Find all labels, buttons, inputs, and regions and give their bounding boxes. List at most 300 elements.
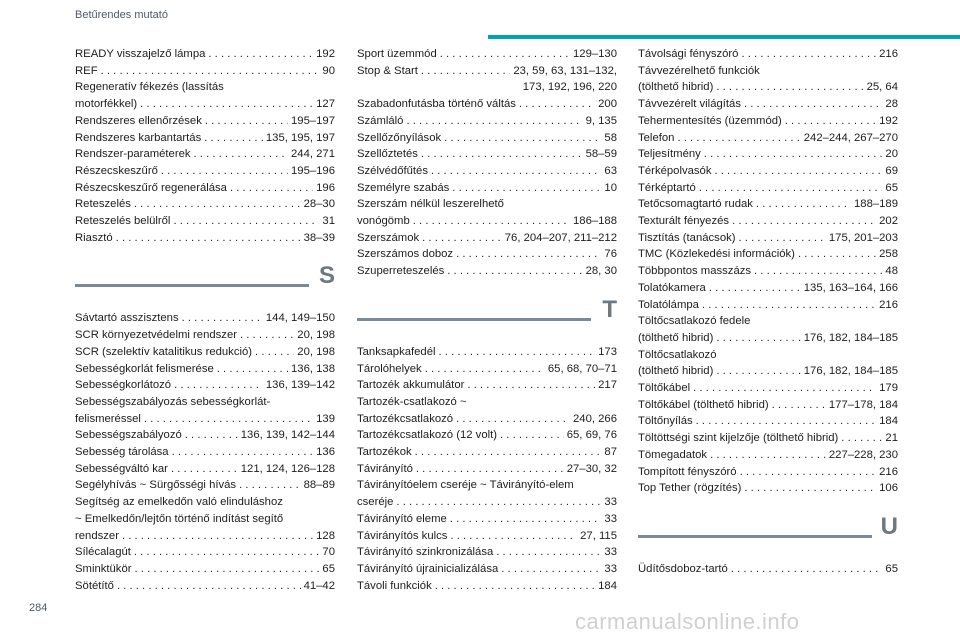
entry-term: felismeréssel <box>75 412 141 425</box>
entry-pages: 121, 124, 126–128 <box>240 462 335 475</box>
entry-pages: 27, 115 <box>580 529 617 542</box>
index-entry <box>638 263 898 280</box>
dot-leader <box>450 511 602 528</box>
dot-leader <box>161 163 288 180</box>
entry-line <box>75 444 335 461</box>
entry-pages: 129–130 <box>573 48 617 60</box>
entry-term: Részecskeszűrő regenerálása <box>75 181 227 194</box>
dot-leader <box>415 444 602 461</box>
entry-term: Tompított fényszóró <box>638 465 737 478</box>
index-entry <box>638 46 898 63</box>
entry-term: READY visszajelző lámpa <box>75 48 206 60</box>
entry-pages: 65, 68, 70–71 <box>547 362 617 375</box>
entry-term: Tárolóhelyek <box>357 362 422 375</box>
index-entry <box>357 377 617 394</box>
dot-leader <box>440 46 570 63</box>
entry-pages: 20, 198 <box>297 329 335 342</box>
entry-line <box>75 213 335 230</box>
index-entry <box>357 477 617 510</box>
entry-line <box>75 113 335 130</box>
dot-leader <box>173 213 319 230</box>
entry-pages: 177–178, 184 <box>828 398 898 411</box>
dot-leader <box>255 344 294 361</box>
entry-term-line: Töltőcsatlakozó <box>638 348 717 361</box>
entry-line <box>638 146 898 163</box>
entry-pages: 87 <box>604 446 617 459</box>
index-entry <box>75 344 335 361</box>
entry-term: Tartozékok <box>357 446 412 459</box>
entry-line <box>638 447 898 464</box>
entry-line <box>75 561 335 578</box>
index-entry <box>357 361 617 378</box>
entry-pages: 244, 271 <box>291 148 335 161</box>
index-entry <box>75 63 335 80</box>
entry-pages: 20, 198 <box>297 345 335 358</box>
index-entry <box>357 196 617 229</box>
entry-term: motorfékkel) <box>75 98 138 111</box>
entry-line <box>638 246 898 263</box>
entry-line <box>638 413 898 430</box>
index-column-3 <box>638 46 898 578</box>
index-entry <box>357 163 617 180</box>
entry-term: Rendszeres karbantartás <box>75 131 202 144</box>
entry-pages: 33 <box>604 546 617 559</box>
entry-line <box>75 528 335 545</box>
entry-pages: 196 <box>316 181 335 194</box>
entry-pages: 90 <box>322 64 335 77</box>
dot-leader <box>116 230 301 247</box>
entry-pages: 65 <box>885 562 898 575</box>
dot-leader <box>217 361 288 378</box>
entry-pages: 38–39 <box>303 231 335 244</box>
entry-pages: 76, 204–207, 211–212 <box>504 231 617 244</box>
entry-pages: 70 <box>322 546 335 559</box>
entry-pages: 216 <box>879 48 898 60</box>
index-entry <box>638 113 898 130</box>
dot-leader <box>744 480 876 497</box>
index-entry <box>357 63 617 96</box>
entry-line <box>357 96 617 113</box>
entry-pages: 76 <box>604 248 617 261</box>
entry-pages: 173 <box>598 345 617 358</box>
index-entry <box>357 113 617 130</box>
dot-leader <box>732 213 876 230</box>
entry-term: Szuperreteszelés <box>357 265 445 278</box>
index-entry <box>75 561 335 578</box>
dot-leader <box>134 196 301 213</box>
entry-line <box>638 297 898 314</box>
entry-term: SCR környezetvédelmi rendszer <box>75 329 237 342</box>
entry-line <box>638 430 898 447</box>
entry-term: Távolsági fényszóró <box>638 48 739 60</box>
entry-line <box>75 196 335 213</box>
dot-leader <box>204 130 263 147</box>
entry-line <box>357 113 617 130</box>
entry-line <box>357 230 617 247</box>
entry-line <box>75 411 335 428</box>
entry-pages: 188–189 <box>854 198 898 211</box>
entry-term: Távvezérelt világítás <box>638 98 741 111</box>
entry-term: Távirányító szinkronizálása <box>357 546 494 559</box>
dot-leader <box>740 464 877 481</box>
entry-term: Töltőkábel <box>638 382 691 395</box>
entry-term: Rendszeres ellenőrzések <box>75 114 202 127</box>
entry-pages: 10 <box>604 181 617 194</box>
index-entry <box>638 313 898 346</box>
entry-term: Riasztó <box>75 231 113 244</box>
index-entry <box>75 230 335 247</box>
entry-pages: 136, 138 <box>291 362 335 375</box>
dot-leader <box>117 578 301 595</box>
entry-pages: 184 <box>598 579 617 592</box>
entry-term-line: Szerszám nélkül leszerelhető <box>357 198 504 211</box>
entry-line <box>357 246 617 263</box>
entry-pages: 202 <box>879 215 898 228</box>
entry-line <box>638 363 898 380</box>
dot-leader <box>171 461 238 478</box>
dot-leader <box>677 130 800 147</box>
entry-pages: 48 <box>885 265 898 278</box>
index-entry <box>638 413 898 430</box>
entry-line <box>75 477 335 494</box>
entry-term: Tartozékcsatlakozó <box>357 412 454 425</box>
entry-line <box>638 163 898 180</box>
index-entry <box>75 427 335 444</box>
index-entry <box>357 561 617 578</box>
entry-term: Részecskeszűrő <box>75 164 158 177</box>
index-entry <box>638 96 898 113</box>
dot-leader <box>416 461 564 478</box>
entry-term: Számláló <box>357 114 404 127</box>
entry-line <box>638 96 898 113</box>
index-entry <box>638 230 898 247</box>
dot-leader <box>230 180 313 197</box>
entry-line <box>75 63 335 80</box>
entry-line <box>638 380 898 397</box>
entry-line <box>357 63 617 80</box>
entry-term: Térképolvasók <box>638 164 712 177</box>
index-entry <box>638 213 898 230</box>
index-entry <box>357 230 617 247</box>
entry-pages: 65 <box>885 181 898 194</box>
dot-leader <box>425 361 545 378</box>
entry-line <box>75 180 335 197</box>
entry-term: Szabadonfutásba történő váltás <box>357 98 516 111</box>
entry-term: vonógömb <box>357 215 410 228</box>
entry-pages: 176, 182, 184–185 <box>803 365 898 378</box>
index-entry <box>75 180 335 197</box>
entry-term: Töltőkábel (tölthető hibrid) <box>638 398 769 411</box>
entry-pages: 136, 139, 142–144 <box>240 429 335 442</box>
entry-pages: 21 <box>885 432 898 445</box>
entry-pages: 242–244, 267–270 <box>803 131 898 144</box>
dot-leader <box>501 561 601 578</box>
index-entry <box>638 380 898 397</box>
dot-leader <box>693 380 876 397</box>
entry-line <box>75 130 335 147</box>
dot-leader <box>174 377 263 394</box>
entry-term: rendszer <box>75 529 119 542</box>
dot-leader <box>421 63 510 80</box>
index-entry <box>75 461 335 478</box>
entry-line <box>357 180 617 197</box>
entry-term: Sebesség tárolása <box>75 446 169 459</box>
dot-leader <box>122 528 313 545</box>
entry-pages: 195–196 <box>291 164 335 177</box>
entry-pages: 41–42 <box>303 579 335 592</box>
index-entry <box>638 480 898 497</box>
index-entry <box>357 263 617 280</box>
dot-leader <box>194 146 288 163</box>
entry-term: Szélvédőfűtés <box>357 164 428 177</box>
entry-line <box>357 578 617 595</box>
entry-pages: 33 <box>604 562 617 575</box>
index-entry <box>638 246 898 263</box>
entry-line <box>638 280 898 297</box>
entry-line <box>75 578 335 595</box>
entry-line <box>75 427 335 444</box>
index-entry <box>357 180 617 197</box>
entry-pages: 186–188 <box>573 215 617 228</box>
entry-term: Top Tether (rögzítés) <box>638 482 742 495</box>
entry-line <box>357 377 617 394</box>
entry-line <box>75 327 335 344</box>
dot-leader <box>421 146 583 163</box>
entry-term: Reteszelés <box>75 198 131 211</box>
entry-pages: 88–89 <box>303 479 335 492</box>
entry-line <box>638 180 898 197</box>
dot-leader <box>798 246 876 263</box>
entry-pages: 258 <box>879 248 898 261</box>
dot-leader <box>452 180 601 197</box>
entry-pages: 127 <box>316 98 335 111</box>
dot-leader <box>134 544 320 561</box>
entry-line <box>638 464 898 481</box>
index-entry <box>357 394 617 427</box>
entry-pages: 33 <box>604 512 617 525</box>
index-entry <box>638 280 898 297</box>
dot-leader <box>422 230 502 247</box>
entry-term: REF <box>75 64 98 77</box>
index-entry <box>357 544 617 561</box>
index-entry <box>357 511 617 528</box>
entry-term: Szellőzőnyílások <box>357 131 442 144</box>
dot-leader <box>739 230 826 247</box>
dot-leader <box>240 327 294 344</box>
index-entry <box>638 130 898 147</box>
index-entry <box>75 310 335 327</box>
entry-line <box>357 146 617 163</box>
entry-line <box>638 130 898 147</box>
entry-pages-continued: 173, 192, 196, 220 <box>522 81 617 94</box>
entry-pages: 9, 135 <box>585 114 617 127</box>
entry-term: Töltöttségi szint kijelzője (tölthető hibrid) <box>638 432 839 445</box>
entry-pages: 192 <box>316 48 335 60</box>
index-entry <box>638 464 898 481</box>
section-header <box>75 260 335 300</box>
entry-line <box>357 46 617 63</box>
entry-pages: 28 <box>885 98 898 111</box>
index-entry <box>75 394 335 427</box>
index-entry <box>357 246 617 263</box>
entry-line <box>357 213 617 230</box>
dot-leader <box>182 310 263 327</box>
entry-line <box>638 330 898 347</box>
entry-line <box>357 263 617 280</box>
dot-leader <box>456 246 601 263</box>
index-entry <box>638 447 898 464</box>
entry-term: Távirányító eleme <box>357 512 447 525</box>
entry-line <box>357 427 617 444</box>
entry-term: Stop & Start <box>357 64 418 77</box>
entry-term: Szerszámos doboz <box>357 248 454 261</box>
entry-line <box>75 146 335 163</box>
entry-term: (tölthető hibrid) <box>638 331 714 344</box>
dot-leader <box>456 411 570 428</box>
section-letter: S <box>318 262 335 290</box>
index-entry <box>357 344 617 361</box>
entry-term-line: Sebességszabályozás sebességkorlát- <box>75 395 271 408</box>
entry-pages: 200 <box>598 98 617 111</box>
entry-term-line: Segítség az emelkedőn való elinduláshoz <box>75 496 283 509</box>
entry-term: Tartozék akkumulátor <box>357 379 465 392</box>
entry-line <box>75 163 335 180</box>
dot-leader <box>741 46 876 63</box>
entry-line <box>638 46 898 63</box>
entry-term-line: Töltőcsatlakozó fedele <box>638 315 751 328</box>
entry-term: Tanksapkafedél <box>357 345 436 358</box>
entry-term-line: Távirányítóelem cseréje ~ Távirányító-elem <box>357 479 574 492</box>
dot-leader <box>699 180 883 197</box>
index-entry <box>357 528 617 545</box>
entry-term: (tölthető hibrid) <box>638 81 714 94</box>
section-letter: U <box>880 512 898 540</box>
entry-term: Tehermentesítés (üzemmód) <box>638 114 782 127</box>
dot-leader <box>756 196 851 213</box>
index-entry <box>638 397 898 414</box>
entry-term: Töltőnyílás <box>638 415 693 428</box>
entry-term: Távirányító <box>357 462 413 475</box>
entry-term-line: Tartozék-csatlakozó ~ <box>357 395 467 408</box>
entry-line <box>357 528 617 545</box>
entry-pages: 33 <box>604 496 617 509</box>
index-entry <box>357 130 617 147</box>
dot-leader <box>714 163 882 180</box>
dot-leader <box>406 113 582 130</box>
dot-leader <box>447 263 582 280</box>
dot-leader <box>140 96 313 113</box>
dot-leader <box>396 494 601 511</box>
dot-leader <box>208 46 313 63</box>
entry-line <box>75 544 335 561</box>
entry-term: Távirányítós kulcs <box>357 529 448 542</box>
entry-line <box>357 163 617 180</box>
index-entry <box>357 444 617 461</box>
entry-line <box>75 96 335 113</box>
dot-leader <box>101 63 320 80</box>
entry-line <box>357 461 617 478</box>
dot-leader <box>710 447 826 464</box>
entry-pages: 135, 163–164, 166 <box>803 281 898 294</box>
entry-pages: 28–30 <box>303 198 335 211</box>
dot-leader <box>431 163 601 180</box>
index-entry <box>638 297 898 314</box>
entry-line <box>638 230 898 247</box>
entry-term: Térképtartó <box>638 181 696 194</box>
entry-pages: 65 <box>322 562 335 575</box>
dot-leader <box>439 344 596 361</box>
index-entry <box>75 494 335 544</box>
entry-term: Tetőcsomagtartó rudak <box>638 198 753 211</box>
index-entry <box>75 113 335 130</box>
index-entry <box>75 444 335 461</box>
entry-line <box>638 213 898 230</box>
index-entry <box>357 96 617 113</box>
index-entry <box>75 130 335 147</box>
entry-term: Szellőztetés <box>357 148 418 161</box>
index-entry <box>638 196 898 213</box>
entry-line <box>638 397 898 414</box>
entry-term: Sminktükör <box>75 562 132 575</box>
index-entry <box>75 477 335 494</box>
index-entry <box>75 79 335 112</box>
entry-term: Üdítősdoboz-tartó <box>638 562 728 575</box>
dot-leader <box>172 444 314 461</box>
index-entry <box>638 146 898 163</box>
entry-line <box>638 561 898 578</box>
entry-term: Telefon <box>638 131 675 144</box>
entry-line <box>75 377 335 394</box>
entry-pages: 23, 59, 63, 131–132, <box>513 64 617 77</box>
dot-leader <box>496 544 601 561</box>
index-entry <box>75 327 335 344</box>
dot-leader <box>716 79 863 96</box>
dot-leader <box>704 146 883 163</box>
section-divider <box>638 535 872 538</box>
entry-pages: 227–228, 230 <box>828 448 898 461</box>
entry-line <box>75 310 335 327</box>
dot-leader <box>500 427 564 444</box>
entry-pages: 184 <box>879 415 898 428</box>
dot-leader <box>716 363 800 380</box>
index-entry <box>638 180 898 197</box>
dot-leader <box>772 397 826 414</box>
page-number: 284 <box>29 602 48 614</box>
entry-line <box>638 263 898 280</box>
entry-pages: 31 <box>322 215 335 228</box>
entry-term: Reteszelés belülről <box>75 215 171 228</box>
dot-leader <box>144 411 313 428</box>
index-entry <box>638 347 898 380</box>
header-accent-bar <box>488 35 960 39</box>
entry-line <box>75 461 335 478</box>
entry-term: Tömegadatok <box>638 448 708 461</box>
entry-term-line: Távvezérelhető funkciók <box>638 64 760 77</box>
entry-term: Személyre szabás <box>357 181 450 194</box>
entry-pages: 63 <box>604 164 617 177</box>
index-entry <box>357 427 617 444</box>
dot-leader <box>205 113 288 130</box>
entry-line <box>357 130 617 147</box>
index-entry <box>638 163 898 180</box>
entry-pages: 144, 149–150 <box>265 312 335 325</box>
entry-pages: 139 <box>316 412 335 425</box>
entry-pages: 28, 30 <box>585 265 617 278</box>
entry-pages: 216 <box>879 465 898 478</box>
entry-pages: 136, 139–142 <box>265 379 335 392</box>
entry-term: Tolatókamera <box>638 281 706 294</box>
entry-pages: 69 <box>885 164 898 177</box>
